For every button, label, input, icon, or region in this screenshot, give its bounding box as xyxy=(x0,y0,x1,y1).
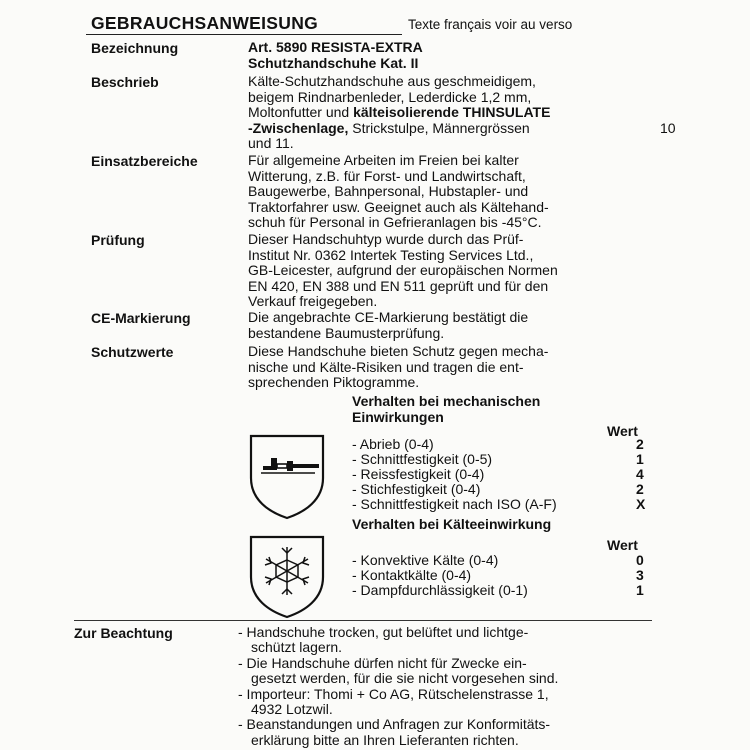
mechanical-item: - Schnittfestigkeit nach ISO (A-F) xyxy=(352,496,557,512)
protection-line: sprechenden Piktogramme. xyxy=(248,374,420,391)
note-line: - Beanstandungen und Anfragen zur Konformitäts- xyxy=(238,716,551,733)
product-category: Schutzhandschuhe Kat. II xyxy=(248,54,419,71)
testing-line: Institut Nr. 0362 Intertek Testing Services Ltd., xyxy=(248,246,534,263)
ce-marking-text xyxy=(248,310,668,341)
note-line: erklärung bitte an Ihren Lieferanten richten. xyxy=(251,731,519,748)
application-line: Baugewerbe, Bahnpersonal, Hubstapler- und xyxy=(248,183,529,200)
note-line: 4932 Lotzwil. xyxy=(251,701,333,718)
description-line: Kälte-Schutzhandschuhe aus geschmeidigem, xyxy=(248,73,536,89)
mechanical-value: 2 xyxy=(636,436,644,452)
label-zur-beachtung: Zur Beachtung xyxy=(74,625,173,641)
cold-value: 3 xyxy=(636,567,644,583)
mechanical-wert-header: Wert xyxy=(607,423,638,439)
cold-value: 1 xyxy=(636,582,644,598)
mechanical-item: - Abrieb (0-4) xyxy=(352,436,434,452)
mechanical-heading-line: Verhalten bei mechanischen xyxy=(352,393,541,409)
mechanical-heading xyxy=(352,393,540,425)
protection-values-text xyxy=(248,344,668,391)
mechanical-value: X xyxy=(636,496,646,512)
ce-line: bestandene Baumusterprüfung. xyxy=(248,324,445,341)
note-line: - Handschuhe trocken, gut belüftet und lichtge- xyxy=(238,624,529,640)
label-bezeichnung: Bezeichnung xyxy=(91,40,179,56)
cold-item: - Kontaktkälte (0-4) xyxy=(352,567,472,583)
label-ce-markierung: CE-Markierung xyxy=(91,310,191,326)
label-pruefung: Prüfung xyxy=(91,232,145,248)
testing-line: EN 420, EN 388 und EN 511 geprüft und für den xyxy=(248,277,549,294)
note-line: schützt lagern. xyxy=(251,639,343,656)
description-line: und 11. xyxy=(248,135,294,152)
application-line: schuh für Personal in Gefrieranlagen bis -45°C. xyxy=(248,214,542,231)
description-size-value: 10 xyxy=(660,119,676,136)
mechanical-heading-line: Einwirkungen xyxy=(352,409,444,425)
mechanical-item: - Stichfestigkeit (0-4) xyxy=(352,481,481,497)
label-schutzwerte: Schutzwerte xyxy=(91,344,174,360)
description-fragment: Strickstulpe, Männergrössen xyxy=(348,119,530,136)
note-line: - Importeur: Thomi + Co AG, Rütschelenstrasse 1, xyxy=(238,685,549,702)
application-line: Für allgemeine Arbeiten im Freien bei kalter xyxy=(248,152,519,168)
mechanical-item: - Reissfestigkeit (0-4) xyxy=(352,466,485,482)
application-line: Witterung, z.B. für Forst- und Landwirtschaft, xyxy=(248,167,526,184)
description-bold-fragment: kälteisolierende THINSULATE xyxy=(353,104,551,121)
label-beschrieb: Beschrieb xyxy=(91,74,159,90)
description-line: beigem Rindnarbenleder, Lederdicke 1,2 mm, xyxy=(248,88,532,105)
header-rule xyxy=(86,34,402,35)
cold-heading: Verhalten bei Kälteeinwirkung xyxy=(352,516,552,532)
application-line: Traktorfahrer usw. Geeignet auch als Kältehand- xyxy=(248,198,549,215)
note-line: - Die Handschuhe dürfen nicht für Zwecke ein- xyxy=(238,654,527,671)
french-text-note: Texte français voir au verso xyxy=(408,17,573,32)
hammer-shield-icon xyxy=(247,432,327,520)
mechanical-value: 1 xyxy=(636,451,644,467)
mechanical-item: - Schnittfestigkeit (0-5) xyxy=(352,451,493,467)
testing-line: Verkauf freigegeben. xyxy=(248,293,378,310)
protection-line: nische und Kälte-Risiken und tragen die ent- xyxy=(248,358,524,375)
cold-wert-header: Wert xyxy=(607,537,638,553)
cold-item: - Dampfdurchlässigkeit (0-1) xyxy=(352,582,528,598)
product-designation xyxy=(248,40,668,71)
cold-item: - Konvektive Kälte (0-4) xyxy=(352,552,499,568)
description-text xyxy=(248,73,676,152)
label-einsatzbereiche: Einsatzbereiche xyxy=(91,153,198,169)
mechanical-value: 2 xyxy=(636,481,644,497)
protection-line: Diese Handschuhe bieten Schutz gegen mecha- xyxy=(248,343,549,359)
document-title: GEBRAUCHSANWEISUNG xyxy=(91,13,319,33)
testing-line: Dieser Handschuhtyp wurde durch das Prüf- xyxy=(248,231,524,247)
application-areas-text xyxy=(248,153,668,231)
ce-line: Die angebrachte CE-Markierung bestätigt die xyxy=(248,309,529,325)
cold-value: 0 xyxy=(636,552,644,568)
description-line xyxy=(248,119,676,137)
description-bold-fragment: -Zwischenlage, xyxy=(248,119,349,136)
notes-list xyxy=(238,625,678,748)
description-line xyxy=(248,105,668,121)
notes-divider xyxy=(74,620,652,621)
note-line: gesetzt werden, für die sie nicht vorgesehen sind. xyxy=(251,670,559,687)
snowflake-shield-icon xyxy=(247,533,327,619)
product-article: Art. 5890 RESISTA-EXTRA xyxy=(248,39,423,55)
mechanical-value: 4 xyxy=(636,466,644,482)
testing-text xyxy=(248,232,668,310)
description-fragment: Moltonfutter und xyxy=(248,104,354,121)
testing-line: GB-Leicester, aufgrund der europäischen Normen xyxy=(248,262,558,279)
